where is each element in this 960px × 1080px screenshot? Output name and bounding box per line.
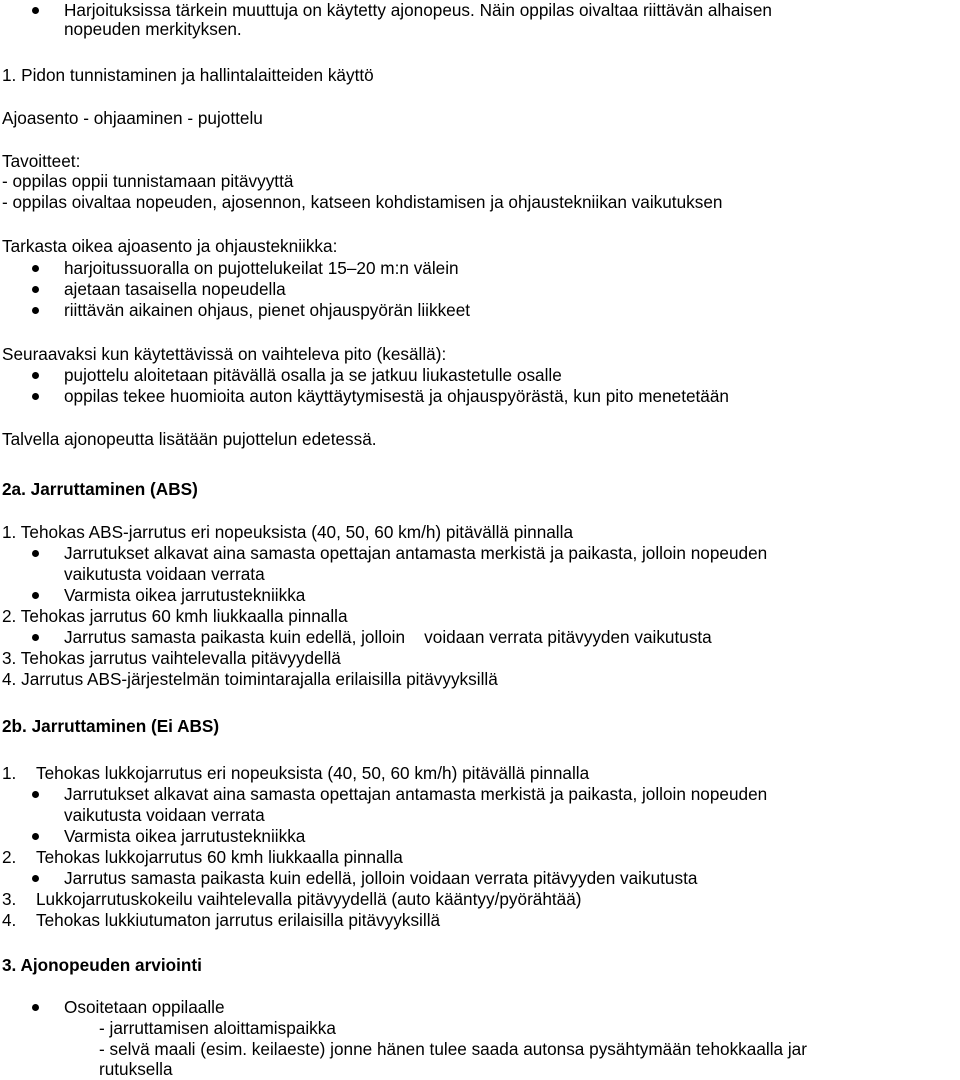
numbered-item: 3. Tehokas jarrutus vaihtelevalla pitävyydellä (2, 648, 341, 668)
bullet-dot (32, 7, 39, 14)
bullet-dot (32, 833, 39, 840)
list-item: oppilas tekee huomioita auton käyttäytymisestä ja ohjauspyörästä, kun pito menetetään (64, 386, 729, 406)
list-item: Varmista oikea jarrutustekniikka (64, 585, 306, 605)
section-3-heading: 3. Ajonopeuden arviointi (2, 955, 202, 975)
section-2b-heading: 2b. Jarruttaminen (Ei ABS) (2, 716, 220, 736)
list-item-continuation: vaikutusta voidaan verrata (64, 805, 265, 825)
bullet-dot (32, 875, 39, 882)
numbered-item: Tehokas lukkiutumaton jarrutus erilaisilla pitävyyksillä (36, 910, 441, 930)
goals-label: Tavoitteet: (2, 151, 81, 171)
section-2a-heading: 2a. Jarruttaminen (ABS) (2, 479, 198, 499)
list-item-continuation: vaikutusta voidaan verrata (64, 564, 265, 584)
list-item: harjoitussuoralla on pujottelukeilat 15–20 m:n välein (64, 258, 459, 278)
intro-line: nopeuden merkityksen. (64, 19, 242, 39)
bullet-dot (32, 1004, 39, 1011)
bullet-dot (32, 372, 39, 379)
item-number: 2. (2, 847, 17, 867)
list-item: pujottelu aloitetaan pitävällä osalla ja se jatkuu liukastetulle osalle (64, 365, 562, 385)
list-item: Jarrutus samasta paikasta kuin edellä, jolloin voidaan verrata pitävyyden vaikutusta (64, 627, 712, 647)
numbered-item: Tehokas lukkojarrutus 60 kmh liukkaalla pinnalla (36, 847, 403, 867)
bullet-dot (32, 550, 39, 557)
item-number: 3. (2, 889, 17, 909)
section-1-subheading: Ajoasento - ohjaaminen - pujottelu (2, 108, 263, 128)
bullet-dot (32, 791, 39, 798)
item-number: 4. (2, 910, 17, 930)
goal-line: - oppilas oppii tunnistamaan pitävyyttä (2, 171, 294, 191)
bullet-dot (32, 265, 39, 272)
bullet-dot (32, 634, 39, 641)
numbered-item: 2. Tehokas jarrutus 60 kmh liukkaalla pinnalla (2, 606, 348, 626)
check-label: Tarkasta oikea ajoasento ja ohjaustekniikka: (2, 236, 338, 256)
intro-line: Harjoituksissa tärkein muuttuja on käytetty ajonopeus. Näin oppilas oivaltaa riittävän alhaisen (64, 0, 772, 20)
numbered-item: 4. Jarrutus ABS-järjestelmän toimintarajalla erilaisilla pitävyyksillä (2, 669, 498, 689)
list-item: Varmista oikea jarrutustekniikka (64, 826, 306, 846)
bullet-dot (32, 393, 39, 400)
bullet-dot (32, 307, 39, 314)
item-number: 1. (2, 763, 17, 783)
list-item: Jarrutus samasta paikasta kuin edellä, jolloin voidaan verrata pitävyyden vaikutusta (64, 868, 698, 888)
list-item: riittävän aikainen ohjaus, pienet ohjauspyörän liikkeet (64, 300, 471, 320)
list-item: Jarrutukset alkavat aina samasta opettajan antamasta merkistä ja paikasta, jolloin nopeuden (64, 543, 768, 563)
numbered-item: Tehokas lukkojarrutus eri nopeuksista (40, 50, 60 km/h) pitävällä pinnalla (36, 763, 590, 783)
section-1-heading: 1. Pidon tunnistaminen ja hallintalaitteiden käyttö (2, 65, 374, 85)
goal-line: - oppilas oivaltaa nopeuden, ajosennon, katseen kohdistamisen ja ohjaustekniikan vaikutuksen (2, 192, 723, 212)
winter-note: Talvella ajonopeutta lisätään pujottelun edetessä. (2, 429, 377, 449)
bullet-dot (32, 592, 39, 599)
list-item: Osoitetaan oppilaalle (64, 997, 225, 1017)
bullet-dot (32, 286, 39, 293)
sub-item-continuation: rutuksella (99, 1059, 173, 1079)
sub-item: - selvä maali (esim. keilaeste) jonne hänen tulee saada autonsa pysähtymään tehokkaalla jar (99, 1039, 807, 1059)
numbered-item: 1. Tehokas ABS-jarrutus eri nopeuksista (40, 50, 60 km/h) pitävällä pinnalla (2, 522, 574, 542)
next-label: Seuraavaksi kun käytettävissä on vaihteleva pito (kesällä): (2, 344, 447, 364)
list-item: Jarrutukset alkavat aina samasta opettajan antamasta merkistä ja paikasta, jolloin nopeuden (64, 784, 768, 804)
list-item: ajetaan tasaisella nopeudella (64, 279, 286, 299)
sub-item: - jarruttamisen aloittamispaikka (99, 1018, 336, 1038)
numbered-item: Lukkojarrutuskokeilu vaihtelevalla pitävyydellä (auto kääntyy/pyörähtää) (36, 889, 582, 909)
